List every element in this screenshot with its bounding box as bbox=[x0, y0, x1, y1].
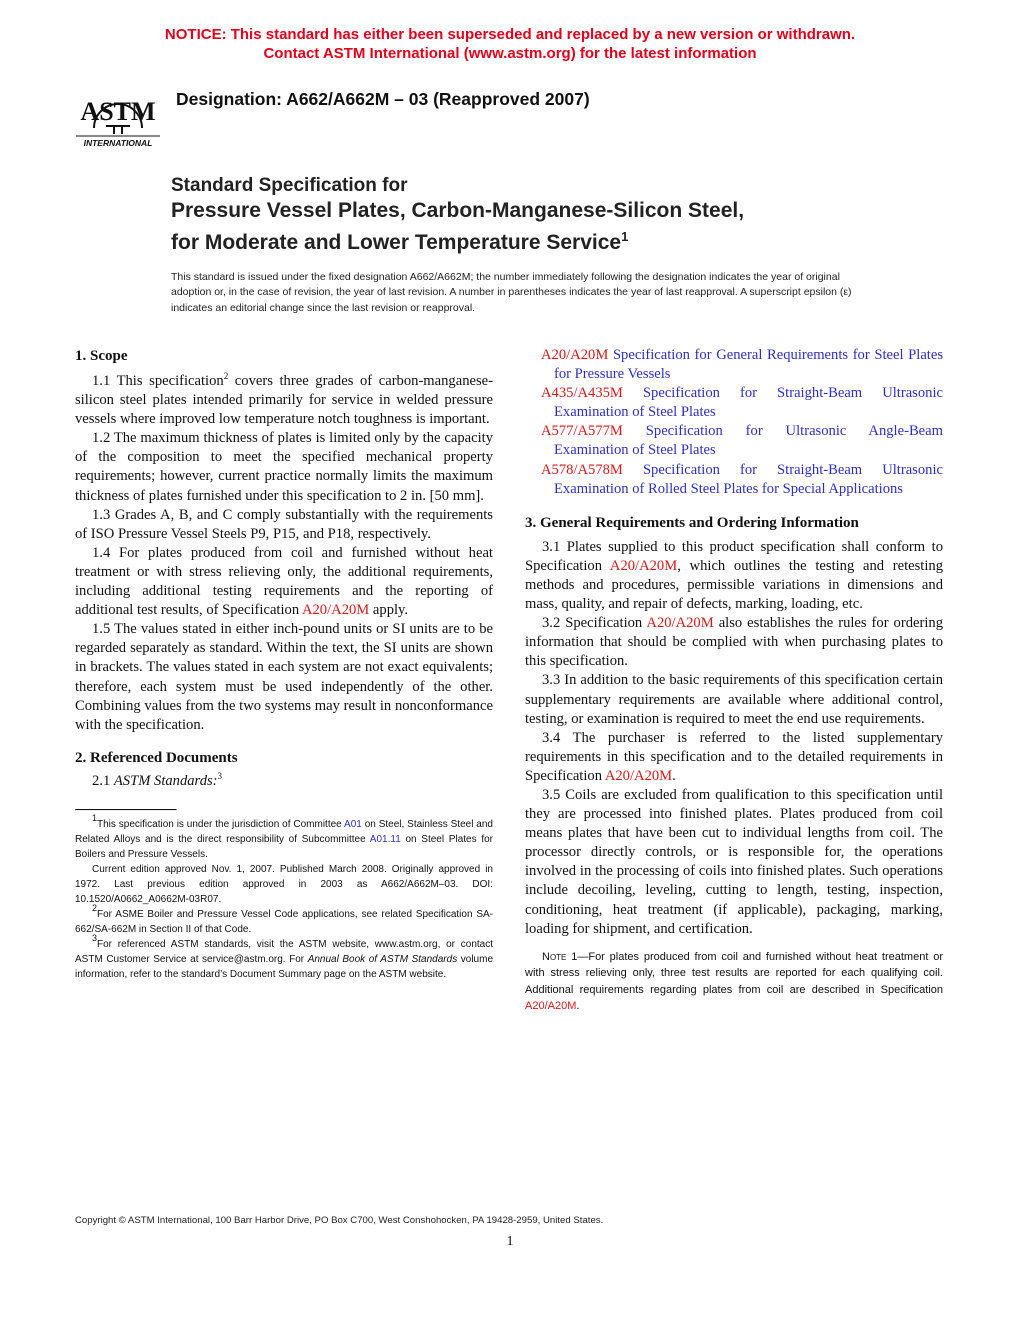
title-footnote-ref: 1 bbox=[621, 229, 629, 244]
para-1-4-text-b: apply. bbox=[369, 602, 409, 619]
reference-title[interactable]: Specification for General Requirements for Steel Plates for Pressure Vessels bbox=[554, 347, 944, 383]
footnote-1-marker: 1 bbox=[92, 812, 98, 823]
para-3-1-text-a: 3.1 Plates supplied to this product specification shall conform to Specification bbox=[525, 538, 943, 574]
reference-list bbox=[527, 346, 943, 499]
copyright-line: Copyright © ASTM International, 100 Barr Harbor Drive, PO Box C700, West Conshohocken, PA 19428-2959, United States. bbox=[75, 1215, 604, 1226]
designation: Designation: A662/A662M – 03 (Reapproved 2007) bbox=[176, 89, 590, 109]
reference-code[interactable]: A20/A20M bbox=[541, 347, 609, 363]
para-1-4-text-a: 1.4 For plates produced from coil and furnished without heat treatment or with stress relieving only, the additional requirements, including additional testing requirements and the reporting of additional test results, of Specification bbox=[75, 544, 493, 619]
link-a20[interactable]: A20/A20M bbox=[646, 615, 714, 632]
footnote-3-text-b: volume information, refer to the standard’s Document Summary page on the ASTM website. bbox=[75, 953, 494, 980]
link-a20[interactable]: A20/A20M bbox=[609, 557, 678, 574]
footnote-2-marker: 2 bbox=[92, 902, 98, 913]
logo-text: ASTM bbox=[80, 97, 156, 126]
para-3-3: 3.3 In addition to the basic requirements of this specification certain supplementary requirements are available where additional control, testing, or examination is required to meet the end use requirements. bbox=[525, 672, 943, 727]
reference-item[interactable] bbox=[527, 346, 943, 384]
footnote-rule bbox=[75, 809, 177, 811]
page-number: 1 bbox=[506, 1234, 514, 1249]
para-1-1-text-a: 1.1 This specification bbox=[92, 373, 224, 389]
footnote-ref-3: 3 bbox=[217, 770, 223, 781]
footnote-1 bbox=[75, 812, 493, 862]
para-1-5: 1.5 The values stated in either inch-pound units or SI units are to be regarded separately as standard. Within the text, the SI units are shown in brackets. The values stated in each system are not exact equivalents; therefore, each system must be used independently of the other. Combining values from the two systems may result in nonconformance with the specification. bbox=[75, 621, 493, 733]
para-3-5: 3.5 Coils are excluded from qualification to this specification until they are processed into finished plates. Plates produced from coil means plates that have been cut to individual lengths from coil. The processor directly controls, or is responsible for, the operations involved in the processing of coils into finished plates. Such operations include decoiling, leveling, cutting to length, testing, inspection, conditioning, heat treatment (if applicable), packaging, marking, loading for shipment, and certification. bbox=[525, 786, 943, 937]
para-3-4-text-b: . bbox=[672, 767, 676, 784]
footnote-3 bbox=[75, 932, 494, 982]
section-2-heading: 2. Referenced Documents bbox=[75, 749, 238, 766]
section-1-heading: 1. Scope bbox=[75, 348, 128, 364]
para-3-2-text-a: 3.2 Specification bbox=[542, 615, 647, 632]
supersession-notice bbox=[0, 25, 1020, 63]
para-1-1-text-b: covers three grades of carbon-manganese-silicon steel plates intended primarily for service in welded pressure vessels where improved low temperature notch toughness is important. bbox=[75, 373, 493, 428]
para-1-4 bbox=[75, 544, 493, 620]
para-3-1 bbox=[525, 538, 943, 614]
reference-item[interactable] bbox=[527, 422, 943, 460]
para-3-4-text-a: 3.4 The purchaser is referred to the listed supplementary requirements in this specification and to the detailed requirements in Specification bbox=[525, 729, 943, 784]
link-a01[interactable]: A01 bbox=[344, 818, 362, 830]
note-1 bbox=[525, 949, 943, 1015]
para-3-4 bbox=[525, 729, 943, 786]
document-title bbox=[171, 174, 744, 256]
para-1-2: 1.2 The maximum thickness of plates is limited only by the capacity of the composition to meet the specified mechanical property requirements; however, current practice normally limits the maximum thickness of plates furnished under this specification to 2 in. [50 mm]. bbox=[75, 430, 493, 504]
title-line-3-text: for Moderate and Lower Temperature Service bbox=[171, 231, 622, 254]
para-2-1-text: 2.1 bbox=[92, 772, 114, 789]
para-3-1-text-b: , which outlines the testing and retesting methods and procedures, permissible variations in dimensions and mass, quality, and repair of defects, marking, loading, etc. bbox=[525, 557, 944, 613]
reference-code[interactable]: A435/A435M bbox=[541, 385, 623, 402]
notice-line-2: Contact ASTM International (www.astm.org) for the latest information bbox=[263, 45, 757, 62]
para-2-1 bbox=[75, 772, 493, 791]
footnote-1-text-a: This specification is under the jurisdiction of Committee bbox=[97, 818, 345, 830]
astm-logo bbox=[72, 76, 164, 150]
footnote-3-text-a: For referenced ASTM standards, visit the ASTM website, www.astm.org, or contact ASTM Customer Service at service@astm.org. For bbox=[75, 938, 493, 965]
logo-subtext: INTERNATIONAL bbox=[83, 138, 153, 148]
left-column bbox=[75, 346, 493, 982]
footnote-2 bbox=[75, 902, 493, 937]
right-column bbox=[525, 346, 943, 1015]
footnote-3-italic: Annual Book of ASTM Standards bbox=[307, 953, 458, 965]
para-1-3: 1.3 Grades A, B, and C comply substantially with the requirements of ISO Pressure Vessel Steels P9, P15, and P18, respectively. bbox=[75, 506, 493, 542]
para-3-2 bbox=[525, 614, 943, 671]
reference-title[interactable]: Specification for Straight-Beam Ultrasonic Examination of Rolled Steel Plates for Special Applications bbox=[554, 461, 943, 497]
footnote-1-text-b: on Steel, Stainless Steel and Related Alloys and is the direct responsibility of Subcommittee bbox=[75, 818, 493, 845]
note-1-label: Note 1 bbox=[542, 950, 578, 963]
reference-code[interactable]: A577/A577M bbox=[541, 423, 623, 440]
link-a20[interactable]: A20/A20M bbox=[301, 602, 370, 619]
footnote-2-text: For ASME Boiler and Pressure Vessel Code applications, see related Specification SA-662/SA-662M in Section II of that Code. bbox=[75, 908, 493, 935]
link-a01-11[interactable]: A01.11 bbox=[369, 833, 401, 845]
section-3-heading: 3. General Requirements and Ordering Information bbox=[525, 514, 859, 531]
footnotes bbox=[75, 809, 493, 982]
footnote-1-edition: Current edition approved Nov. 1, 2007. Published March 2008. Originally approved in 1972. Last previous edition approved in 2003 as A662/A662M–03. DOI: 10.1520/A0662_A0662M-03R07. bbox=[75, 863, 493, 905]
footnote-3-marker: 3 bbox=[92, 932, 98, 943]
reference-title[interactable]: Specification for Straight-Beam Ultrasonic Examination of Steel Plates bbox=[554, 385, 943, 421]
notice-line-1: NOTICE: This standard has either been superseded and replaced by a new version or withdrawn. bbox=[164, 26, 856, 43]
link-a20[interactable]: A20/A20M bbox=[604, 767, 673, 784]
para-3-2-text-b: also establishes the rules for ordering information that should be complied with when purchasing plates to this specification. bbox=[525, 615, 943, 670]
reference-item[interactable] bbox=[527, 384, 943, 422]
title-line-1: Standard Specification for bbox=[171, 175, 408, 196]
para-1-1 bbox=[75, 372, 493, 429]
reference-title[interactable]: Specification for Ultrasonic Angle-Beam Examination of Steel Plates bbox=[554, 423, 943, 459]
reference-item[interactable] bbox=[527, 461, 943, 499]
footnote-1-text-c: on Steel Plates for Boilers and Pressure Vessels. bbox=[75, 833, 493, 860]
reference-code[interactable]: A578/A578M bbox=[541, 461, 623, 478]
title-line-2: Pressure Vessel Plates, Carbon-Manganese-Silicon Steel, bbox=[171, 199, 745, 222]
issuance-statement: This standard is issued under the fixed designation A662/A662M; the number immediately following the designation indicates the year of original adoption or, in the case of revision, the year of last revision. A number in parentheses indicates the year of last reapproval. A superscript epsilon (ε) indicates an editorial change since the last revision or reapproval. bbox=[171, 271, 852, 314]
link-a20[interactable]: A20/A20M bbox=[525, 1000, 577, 1013]
note-1-text-b: . bbox=[576, 1000, 580, 1013]
title-line-3 bbox=[171, 224, 744, 256]
note-1-text-a: —For plates produced from coil and furnished without heat treatment or with stress relieving only, three test results are reported for each qualifying coil. Additional requirements regarding plates from coil are described in Specification bbox=[525, 950, 943, 996]
astm-standards-label: ASTM Standards: bbox=[113, 772, 218, 789]
astm-logo-mark bbox=[72, 76, 164, 150]
footnote-ref-2: 2 bbox=[223, 371, 229, 381]
